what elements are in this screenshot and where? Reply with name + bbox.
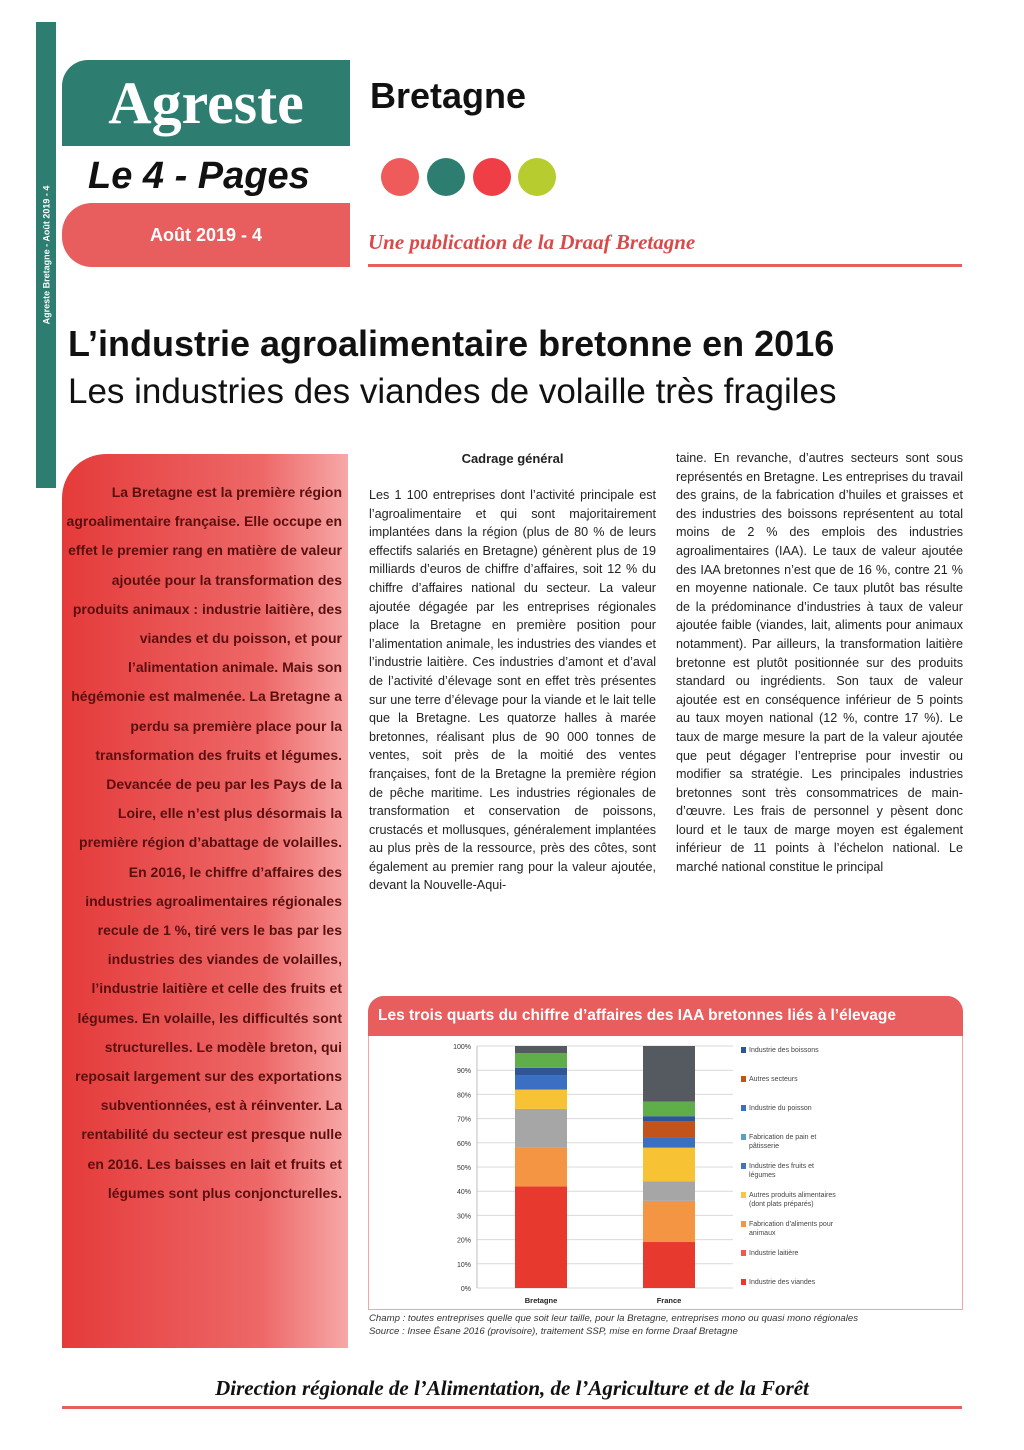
y-tick-label: 90% [456,1068,471,1076]
legend-label: Autres produits alimentaires [749,1192,836,1199]
legend-label: pâtisserie [749,1143,779,1150]
body-column-2 [676,449,963,877]
legend-label: Autres secteurs [749,1076,798,1083]
y-tick-label: 80% [456,1092,471,1100]
bar-segment [515,1046,567,1053]
decor-dot-2 [427,158,465,196]
body-text-1: Les 1 100 entreprises dont l’activité principale est l’agroalimentaire et qui sont majoritairement implantées dans la région (plus de 80 % de leurs effectifs salariés en Bretagne) génèrent plus de 19 milliards d’euros de chiffre d’affaires, soit 12 % du chiffre d’affaires national du secteur. La valeur ajoutée dégagée par les entreprises régionales place la Bretagne en première position pour l’alimentation animale, les industries des viandes et l’industrie laitière. Ces industries d’amont et d’aval de l’activité d’élevage sont en effet très présentes sur une terre d’élevage pour la viande et le lait telle que la Bretagne. Les quatorze halles à marée bretonnes, réalisant plus de 90 000 tonnes de ventes, soit près de la moitié des ventes françaises, font de la Bretagne la première région de pêche maritime. Les industries régionales de transformation et conservation de poissons, crustacés et mollusques, généralement implantées au plus près de la ressource, près des côtes, sont également au premier rang pour la valeur ajoutée, devant la Nouvelle-Aqui- [369,488,656,893]
publication-line: Une publication de la Draaf Bretagne [368,230,696,254]
bar-segment [515,1053,567,1068]
series-name: Le 4 - Pages [88,155,310,197]
chart-title: Les trois quarts du chiffre d’affaires des IAA bretonnes liés à l’élevage [378,1007,896,1024]
footer-organization: Direction régionale de l’Alimentation, de l’Agriculture et de la Forêt [215,1376,809,1400]
bar-segment [643,1116,695,1121]
bar-segment [643,1138,695,1148]
side-band-label-wrap [36,22,56,488]
page-title: L’industrie agroalimentaire bretonne en 2016 [68,323,835,364]
legend-label: Industrie des fruits et [749,1163,814,1170]
issue-date-badge [62,203,350,267]
legend-swatch [741,1279,746,1285]
chart-source-note: Source : Insee Ésane 2016 (provisoire), traitement SSP, mise en forme Draaf Bretagne [369,1326,738,1337]
legend-label: Industrie du poisson [749,1105,812,1112]
legend-swatch [741,1047,746,1053]
x-category-label: Bretagne [524,1296,558,1305]
legend-swatch [741,1105,746,1111]
legend-swatch [741,1250,746,1256]
decor-dot-1 [381,158,419,196]
y-tick-label: 70% [456,1116,471,1124]
legend-swatch [741,1192,746,1198]
footer-divider [62,1406,962,1409]
bar-segment [643,1102,695,1117]
legend-swatch [741,1163,746,1169]
page-subtitle: Les industries des viandes de volaille très fragiles [68,372,837,411]
legend-label: Industrie des boissons [749,1047,819,1054]
bar-segment [515,1075,567,1090]
bar-segment [515,1186,567,1288]
bar-segment [643,1242,695,1288]
legend-swatch [741,1076,746,1082]
bar-segment [643,1201,695,1242]
bar-segment [643,1121,695,1138]
brand-logo: Agreste [108,70,304,136]
legend-label: légumes [749,1172,776,1179]
header-divider [368,264,962,267]
decor-dot-4 [518,158,556,196]
chart-scope-note: Champ : toutes entreprises quelle que soit leur taille, pour la Bretagne, entreprises mono ou quasi mono régionales [369,1313,859,1324]
side-band-label: Agreste Bretagne - Août 2019 - 4 [41,185,51,325]
bar-segment [515,1068,567,1075]
bar-segment [643,1182,695,1201]
chart-notes [369,1312,963,1338]
y-tick-label: 40% [456,1189,471,1197]
summary-paragraph-1: La Bretagne est la première région agroalimentaire française. Elle occupe en effet le premier rang en matière de valeur ajoutée pour la transformation des produits animaux : industrie laitière, des viandes et du poisson, et pour l’alimentation animale. Mais son hégémonie est malmenée. La Bretagne a perdu sa première place pour la transformation des fruits et légumes. Devancée de peu par les Pays de la Loire, elle n’est plus désormais la première région d’abattage de volailles. [66,484,342,851]
legend-label: Fabrication de pain et [749,1134,817,1141]
section-heading: Cadrage général [461,451,564,466]
legend-label: (dont plats préparés) [749,1201,814,1208]
summary-panel [62,454,348,1348]
legend-label: Fabrication d’aliments pour [749,1221,834,1228]
region-name: Bretagne [370,75,527,116]
y-tick-label: 100% [453,1044,471,1051]
y-tick-label: 50% [456,1165,471,1172]
chart-header [368,996,963,1036]
bar-segment [643,1046,695,1102]
y-tick-label: 10% [456,1261,471,1269]
decor-dot-3 [473,158,511,196]
legend-label: animaux [749,1230,776,1237]
bar-segment [643,1148,695,1182]
bar-segment [515,1148,567,1187]
legend-swatch [741,1221,746,1227]
y-tick-label: 0% [460,1286,471,1293]
issue-date: Août 2019 - 4 [149,224,263,245]
legend-label: Industrie des viandes [749,1279,816,1286]
bar-segment [515,1109,567,1148]
x-category-label: France [656,1296,682,1305]
summary-paragraph-2: En 2016, le chiffre d’affaires des industries agroalimentaires régionales recule de 1 %, tiré vers le bas par les industries des viandes de volailles, l’industrie laitière et celle des fruits et légumes. En volaille, les difficultés sont structurelles. Le modèle breton, qui reposait largement sur des exportations subventionnées, est à réinventer. La rentabilité du secteur est presque nulle en 2016. Les baisses en lait et fruits et légumes sont plus conjoncturelles. [75,863,342,1201]
y-tick-label: 30% [456,1213,471,1221]
body-column-1 [369,486,656,895]
stacked-bar-chart [369,1036,962,1308]
legend-label: Industrie laitière [749,1250,799,1257]
y-tick-label: 20% [456,1237,471,1245]
legend-swatch [741,1134,746,1140]
y-tick-label: 60% [456,1140,471,1148]
body-text-2: taine. En revanche, d’autres secteurs sont sous représentés en Bretagne. Les entreprises du travail des grains, de la fabrication d’huiles et graisses et des industries des boissons représentent au total moins de 2 % des emplois des industries agroalimentaires (IAA). Le taux de valeur ajoutée des IAA bretonnes n’est que de 16 %, contre 21 % en moyenne nationale. Ce taux plutôt bas résulte de la prédominance d’industries à taux de valeur ajoutée faible (viandes, lait, aliments pour animaux notamment). Par ailleurs, la transformation laitière bretonne est plutôt positionnée sur des produits standard ou ingrédients. Son taux de valeur ajoutée est en conséquence inférieur de 5 points au taux moyen national (12 %, contre 17 %). Le taux de marge mesure la part de la valeur ajoutée que peut dégager l’entreprise pour investir ou modifier sa stratégie. Les principales industries bretonnes sont très consommatrices de main-d’œuvre. Les frais de personnel y pèsent donc lourd et le taux de marge moyen est également inférieur de 11 points à l’échelon national. Le marché national constitue le principal [676,451,963,875]
bar-segment [515,1090,567,1109]
